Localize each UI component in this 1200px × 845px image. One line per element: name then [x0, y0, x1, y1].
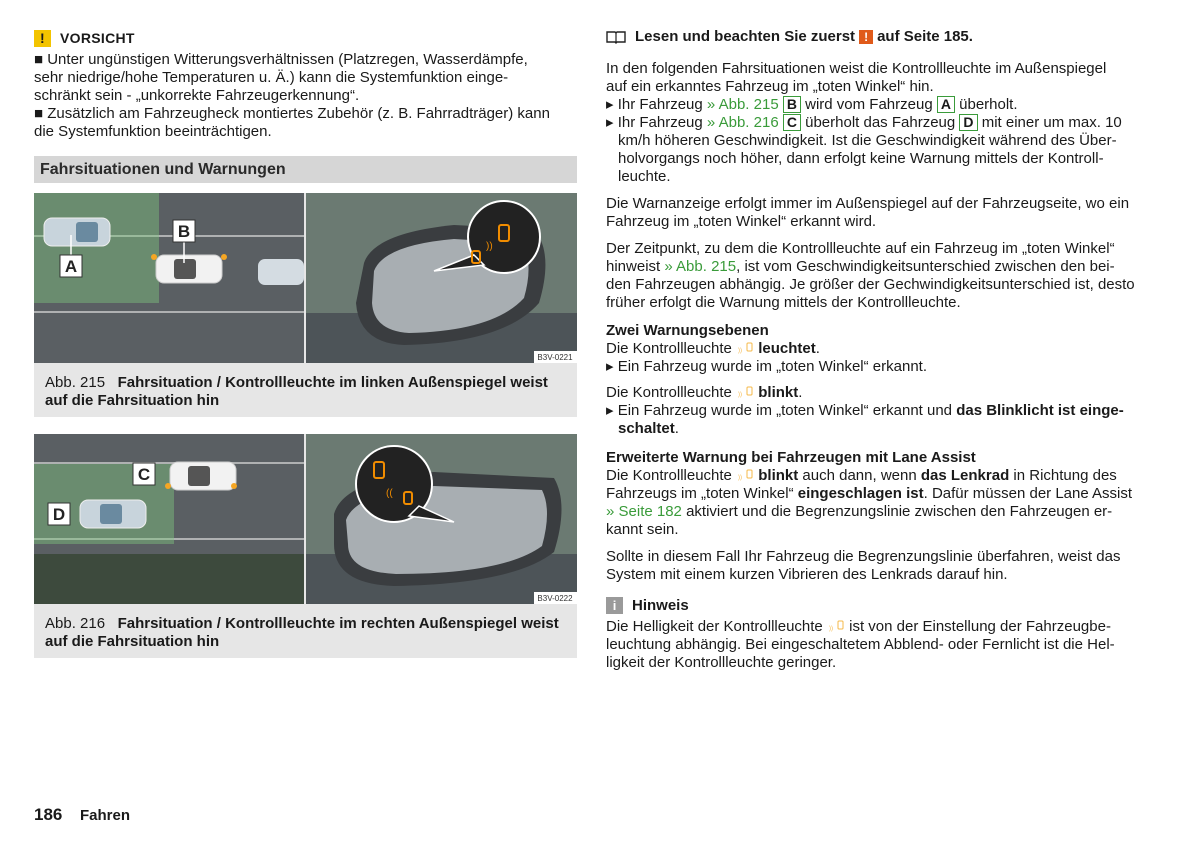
text-line: Der Zeitpunkt, zu dem die Kontrollleuchte auf ein Fahrzeug im „toten Winkel“: [606, 240, 1115, 257]
svg-text:((: ((: [386, 488, 393, 499]
text-line: früher erfolgt die Warnung mittels der Kontrollleuchte.: [606, 294, 961, 311]
figure-216: [34, 434, 577, 658]
figure-215-caption: [45, 374, 565, 410]
text: Die Helligkeit der Kontrollleuchte: [606, 618, 823, 635]
svg-text:)): )): [828, 626, 833, 632]
svg-text:)): )): [486, 241, 493, 252]
warnanzeige-paragraph: [606, 195, 1166, 231]
caution-line: schränkt sein - „unkorrekte Fahrzeugerkennung“.: [34, 87, 360, 104]
page-section: Fahren: [80, 807, 131, 824]
intro-paragraph: [606, 60, 1166, 186]
text: Ihr Fahrzeug: [617, 114, 703, 131]
text-line: leuchtung abhängig. Bei eingeschaltetem Abblend- oder Fernlicht ist die Hel-: [606, 636, 1115, 653]
text: blinkt: [758, 384, 799, 401]
text-line: [606, 485, 1166, 503]
text-line: Die Warnanzeige erfolgt immer im Außenspiegel auf der Fahrzeugseite, wo ein: [606, 195, 1130, 212]
zwei-warnungsebenen: [606, 322, 1166, 438]
text: .: [674, 420, 679, 437]
text: Die Kontrollleuchte: [606, 467, 732, 484]
caution-line: ■ Zusätzlich am Fahrzeugheck montiertes Zubehör (z. B. Fahrradträger) kann: [34, 105, 550, 122]
figure-link[interactable]: » Abb. 215: [664, 258, 737, 275]
figure-216-illustration: [34, 434, 577, 604]
text: mit einer um max. 10: [981, 114, 1122, 131]
text-line: [606, 503, 1166, 521]
text-line: km/h höheren Geschwindigkeit. Ist die Geschwindigkeit während des Über-: [618, 132, 1117, 149]
text: Ihr Fahrzeug: [617, 96, 703, 113]
text: überholt das Fahrzeug: [805, 114, 956, 131]
text: eingeschlagen ist: [797, 485, 924, 502]
info-icon: i: [606, 597, 623, 614]
blind-spot-lamp-icon: [736, 341, 754, 353]
text: auch dann, wenn: [802, 467, 917, 484]
caution-title: VORSICHT: [60, 30, 135, 46]
read-first-post: auf Seite 185.: [877, 28, 973, 45]
text: .: [798, 384, 803, 401]
text-line: [606, 258, 1166, 276]
text-line: den Fahrzeugen abhängig. Je größer der Gechwindigkeitsunterschied ist, desto: [606, 276, 1135, 293]
text-line: [606, 618, 1166, 636]
figure-216-caption: [45, 615, 565, 651]
figure-number: Abb. 216: [45, 615, 106, 632]
label-badge: B: [783, 96, 801, 113]
figure-215: [34, 193, 577, 417]
text: schaltet: [618, 420, 675, 437]
svg-text:)): )): [738, 392, 743, 398]
caution-line: sehr niedrige/hohe Temperaturen u. Ä.) kann die Systemfunktion einge-: [34, 69, 509, 86]
caution-text: [34, 51, 574, 141]
text-line: kannt sein.: [606, 521, 679, 538]
bullet-item: ▸ Ihr Fahrzeug » Abb. 215 B wird vom Fahrzeug A überholt.: [606, 96, 1018, 113]
hinweis-paragraph: [606, 618, 1166, 672]
label-badge: D: [959, 114, 977, 131]
blind-spot-lamp-icon: [736, 385, 754, 397]
figure-link[interactable]: » Abb. 215: [706, 96, 779, 113]
figure-link[interactable]: » Abb. 216: [706, 114, 779, 131]
subsection-heading: Erweiterte Warnung bei Fahrzeugen mit Lane Assist: [606, 449, 976, 466]
text: aktiviert und die Begrenzungslinie zwischen den Fahrzeugen er-: [686, 503, 1113, 520]
bullet-item: ▸ Ein Fahrzeug wurde im „toten Winkel“ erkannt.: [606, 358, 927, 375]
text: das Blinklicht ist einge-: [956, 402, 1124, 419]
text: blinkt: [758, 467, 799, 484]
bullet-item: ▸ Ein Fahrzeug wurde im „toten Winkel“ erkannt und das Blinklicht ist einge-: [606, 402, 1124, 419]
text: Ein Fahrzeug wurde im „toten Winkel“ erkannt und: [617, 402, 953, 419]
warning-icon: !: [34, 30, 51, 47]
figure-215-illustration: [34, 193, 577, 363]
text-line: [606, 420, 1166, 438]
text: .: [815, 340, 820, 357]
text: in Richtung des: [1013, 467, 1117, 484]
text: überholt.: [959, 96, 1018, 113]
figure-caption-line: Fahrsituation / Kontrollleuchte im rechten Außenspiegel weist: [117, 615, 559, 632]
text: ist von der Einstellung der Fahrzeugbe-: [849, 618, 1111, 635]
read-first-line: [606, 28, 1166, 45]
text: hinweist: [606, 258, 661, 275]
text: leuchtet: [758, 340, 816, 357]
text: Ein Fahrzeug wurde im „toten Winkel“ erkannt.: [617, 358, 927, 375]
bullet-item: ▸ Ihr Fahrzeug » Abb. 216 C überholt das Fahrzeug D mit einer um max. 10: [606, 114, 1122, 131]
page-number: 186: [34, 805, 63, 824]
text-line: Sollte in diesem Fall Ihr Fahrzeug die Begrenzungslinie überfahren, weist das: [606, 548, 1121, 565]
text-line: leuchte.: [618, 168, 671, 185]
figure-number: Abb. 215: [45, 374, 106, 391]
figure-label-c: C: [137, 465, 151, 484]
text-line: auf ein erkanntes Fahrzeug im „toten Winkel“ hin.: [606, 78, 934, 95]
subsection-heading: Zwei Warnungsebenen: [606, 322, 769, 339]
blind-spot-lamp-icon: [827, 619, 845, 631]
figure-caption-line: Fahrsituation / Kontrollleuchte im linken Außenspiegel weist: [117, 374, 548, 391]
book-icon: [606, 30, 626, 44]
figure-caption-line: auf die Fahrsituation hin: [45, 633, 220, 650]
caution-heading: [34, 29, 135, 47]
figure-label-b: B: [177, 222, 191, 241]
zeitpunkt-paragraph: [606, 240, 1166, 312]
figure-code: B3V-0222: [537, 594, 573, 603]
text: Die Kontrollleuchte: [606, 384, 732, 401]
hinweis-heading: [606, 597, 1166, 614]
sollte-paragraph: [606, 548, 1166, 584]
svg-text:)): )): [738, 348, 743, 354]
figure-label-d: D: [52, 505, 66, 524]
text-line: In den folgenden Fahrsituationen weist die Kontrollleuchte im Außenspiegel: [606, 60, 1107, 77]
label-badge: C: [783, 114, 801, 131]
hinweis-title: Hinweis: [632, 597, 689, 614]
read-first-pre: Lesen und beachten Sie zuerst: [635, 28, 856, 45]
figure-caption-line: auf die Fahrsituation hin: [45, 392, 220, 409]
warning-icon: !: [859, 30, 873, 44]
text: das Lenkrad: [920, 467, 1010, 484]
text: . Dafür müssen der Lane Assist: [923, 485, 1133, 502]
text: , ist vom Geschwindigkeitsunterschied zwischen den bei-: [736, 258, 1115, 275]
text: Die Kontrollleuchte: [606, 340, 732, 357]
caution-line: ■ Unter ungünstigen Witterungsverhältnissen (Platzregen, Wasserdämpfe,: [34, 51, 528, 68]
figure-code: B3V-0221: [537, 353, 573, 362]
caution-line: die Systemfunktion beeinträchtigen.: [34, 123, 272, 140]
section-title: Fahrsituationen und Warnungen: [34, 156, 577, 183]
blind-spot-lamp-icon: [736, 468, 754, 480]
erweiterte-warnung: [606, 449, 1166, 539]
text-line: holvorgangs noch höher, dann erfolgt keine Warnung mittels der Kontroll-: [618, 150, 1104, 167]
text-line: [606, 340, 1166, 358]
label-badge: A: [937, 96, 955, 113]
figure-label-a: A: [64, 257, 78, 276]
text-line: Fahrzeug im „toten Winkel“ erkannt wird.: [606, 213, 877, 230]
text-line: [606, 384, 1166, 402]
text-line: System mit einem kurzen Vibrieren des Lenkrads darauf hin.: [606, 566, 1008, 583]
text: wird vom Fahrzeug: [805, 96, 933, 113]
svg-text:)): )): [738, 475, 743, 481]
text-line: ligkeit der Kontrollleuchte geringer.: [606, 654, 837, 671]
text: Fahrzeugs im „toten Winkel“: [606, 485, 794, 502]
text-line: [606, 467, 1166, 485]
page-link[interactable]: » Seite 182: [606, 503, 682, 520]
